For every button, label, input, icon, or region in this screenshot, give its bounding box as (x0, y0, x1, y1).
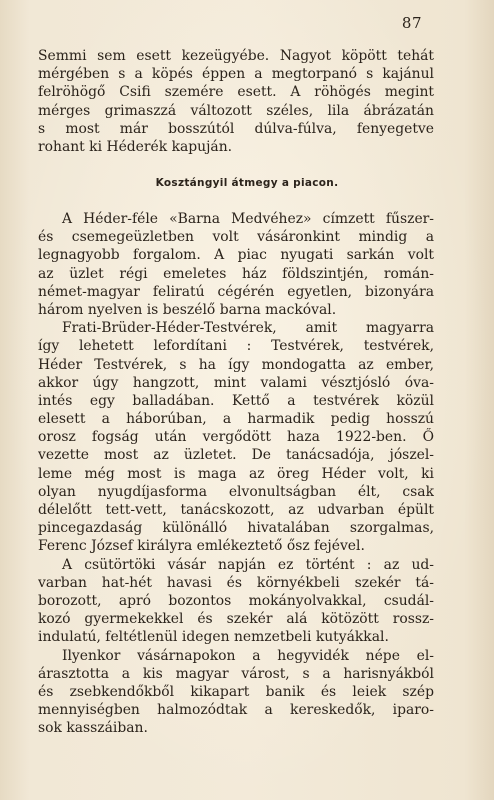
text-line: és csemegeüzletben volt vásáronkint mindig a (38, 229, 434, 246)
text-line: s most már bosszútól dúlva-fúlva, fenyegetve (38, 120, 434, 137)
text-line: pincegazdaság különálló hivatalában szorgalmas, (38, 520, 434, 537)
text-line: olyan nyugdíjasforma elvonultságban élt, csak (38, 483, 434, 500)
body-text (38, 210, 434, 737)
page-number: 87 (401, 14, 422, 32)
text-line: A csütörtöki vásár napján ez történt : az ud- (62, 556, 434, 573)
text-line: intés egy balladában. Kettő a testvérek közül (38, 392, 434, 409)
text-line: A Héder-féle «Barna Medvéhez» címzett fűszer- (62, 211, 434, 227)
text-line: legnagyobb forgalom. A piac nyugati sarkán volt (38, 247, 434, 264)
text-line: felröhögő Csifi szemére esett. A röhögés megint (38, 84, 434, 101)
text-line: német-magyar feliratú cégérén egyetlen, bizonyára (38, 283, 434, 300)
text-line: Héder Testvérek, s ha így mondogatta az ember, (38, 356, 434, 373)
text-line: leme még most is maga az öreg Héder volt, ki (38, 465, 434, 482)
text-line: így lehetett lefordítani : Testvérek, testvérek, (38, 338, 434, 355)
text-line: Ferenc József királyra emlékeztető ősz fejével. (38, 538, 365, 555)
text-line: elesett a háborúban, a harmadik pedig hosszú (38, 411, 434, 428)
text-line: délelőtt tett-vett, tanácskozott, az udvarban épült (38, 502, 434, 518)
section-heading: Kosztángyil átmegy a piacon. (155, 177, 339, 189)
text-line: Frati-Brüder-Héder-Testvérek, amit magyarra (62, 320, 434, 337)
text-line: mérges grimaszzá változott széles, lila ábrázatán (38, 102, 434, 119)
text-line: akkor úgy hangzott, mint valami vésztjósló óva- (38, 374, 434, 391)
text-line: orosz fogság után vergődött haza 1922-ben. Ő (38, 429, 434, 446)
text-line: rohant ki Héderék kapuján. (38, 138, 233, 155)
text-line: sok kasszáiban. (38, 720, 148, 737)
text-line: árasztotta a kis magyar várost, s a harisnyákból (38, 665, 434, 682)
text-line: Ilyenkor vásárnapokon a hegyvidék népe el- (62, 647, 434, 664)
text-line: mérgében s a köpés éppen a megtorpanó s kajánul (38, 66, 434, 83)
text-line: három nyelven is beszélő barna mackóval. (38, 301, 337, 318)
text-line: Semmi sem esett kezeügyébe. Nagyot köpött tehát (38, 48, 434, 64)
text-line: vezette most az üzletet. De tanácsadója, jószel- (38, 447, 434, 464)
text-line: varban hat-hét havasi és környékbeli szekér tá- (38, 574, 434, 591)
text-line: borozott, apró bozontos mokányolvakkal, csudál- (38, 592, 434, 609)
top-paragraph (38, 47, 434, 156)
text-line: kozó gyermekekkel és szekér alá kötözött rossz- (38, 611, 434, 628)
text-line: indulatú, feltétlenül idegen nemzetbeli kutyákkal. (38, 629, 389, 646)
text-line: az üzlet régi emeletes ház földszintjén, román- (38, 265, 434, 282)
text-line: és zsebkendőkből kikapart banik és leiek szép (38, 683, 434, 700)
text-line: mennyiségben halmozódtak a kereskedők, iparo- (38, 702, 434, 719)
